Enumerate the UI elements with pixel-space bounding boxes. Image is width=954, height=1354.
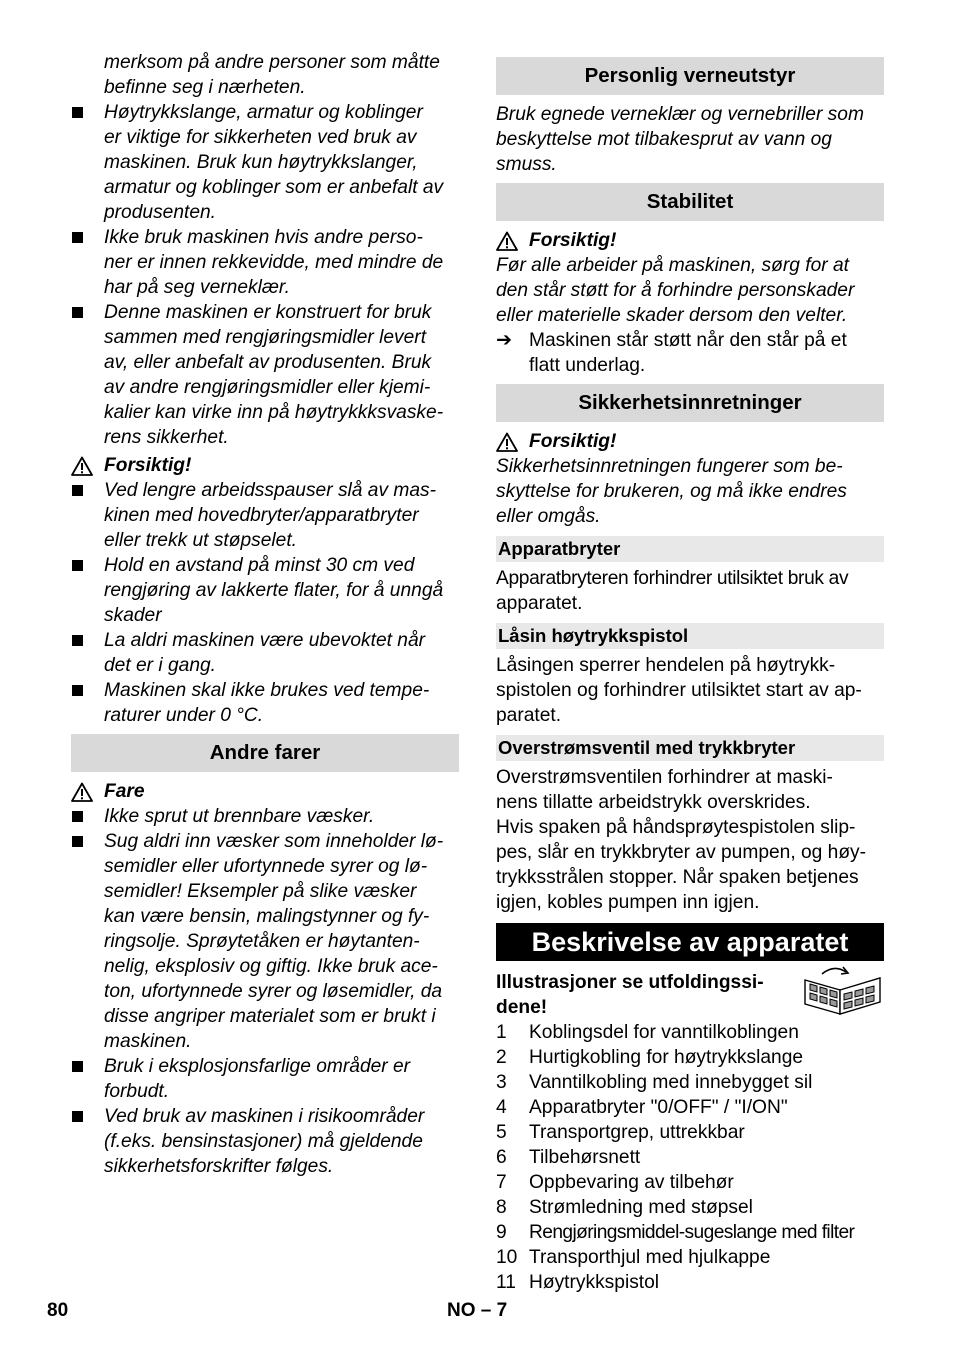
subheading-overflow-valve: Overstrømsventil med trykkbryter xyxy=(496,735,884,761)
warning-caution: Forsiktig! xyxy=(496,228,884,253)
list-item: 9 Rengjøringsmiddel-sugeslange med filter xyxy=(496,1222,855,1243)
warning-danger: Fare xyxy=(71,779,459,804)
warning-caution: Forsiktig! xyxy=(71,453,459,478)
list-item: Ikke sprut ut brennbare væsker. xyxy=(71,804,459,829)
list-item: Ved lengre arbeidsspauser slå av mas- kinen med hovedbryter/apparatbryter eller trekk ut støpselet. xyxy=(71,478,459,553)
overflow-valve-text: Overstrømsventilen forhindrer at maski- nens tillatte arbeidstrykk overskrides. Hvis spaken på håndsprøytespistolen slip- pes, slår en trykkbryter av pumpen, og høy- trykksstrålen stopper. Når spaken betjenes igjen, kobles pumpen inn igjen. xyxy=(496,767,867,913)
warning-triangle-icon xyxy=(71,782,93,802)
subheading-gun-lock: Låsin høytrykkspistol xyxy=(496,623,884,649)
safety-text: Sikkerhetsinnretningen fungerer som be- skyttelse for brukeren, og må ikke endres eller omgås. xyxy=(496,456,847,527)
gun-lock-text: Låsingen sperrer hendelen på høytrykk- spistolen og forhindrer utilsiktet start av ap- paratet. xyxy=(496,655,862,726)
list-item: 1 Koblingsdel for vanntilkoblingen xyxy=(496,1022,799,1043)
ppe-text: Bruk egnede verneklær og vernebriller som beskyttelse mot tilbakesprut av vann og smuss. xyxy=(496,104,864,175)
list-item: Maskinen skal ikke brukes ved tempe- raturer under 0 °C. xyxy=(71,678,459,728)
list-item: 11 Høytrykkspistol xyxy=(496,1272,660,1293)
subheading-device-switch: Apparatbryter xyxy=(496,536,884,562)
list-item: 8 Strømledning med støpsel xyxy=(496,1197,753,1218)
list-item: Ikke bruk maskinen hvis andre perso- ner er innen rekkevidde, med mindre de har på seg verneklær. xyxy=(71,225,459,300)
arrow-right-icon: ➔ xyxy=(496,330,513,351)
list-item: Sug aldri inn væsker som inneholder lø- semidler eller ufortynnede syrer og lø- semidler! Eksempler på slike væsker kan være bensin, malingstynner og fy- ringsolje. Sprøytetåken er høytanten- nelig, eksplosiv og giftig. Ikke bruk ace- ton, ufortynnede syrer og løsemidler, da disse angriper materialet som er brukt i maskinen. xyxy=(71,829,459,1054)
section-heading-other-hazards: Andre farer xyxy=(71,734,459,772)
foldout-book-icon xyxy=(802,964,884,1016)
section-heading-ppe: Personlig verneutstyr xyxy=(496,57,884,95)
illustration-note: Illustrasjoner se utfoldingssi- dene! xyxy=(496,970,884,1020)
list-item: 6 Tilbehørsnett xyxy=(496,1147,641,1168)
list-item: La aldri maskinen være ubevoktet når det er i gang. xyxy=(71,628,459,678)
list-item: Høytrykkslange, armatur og koblinger er viktige for sikkerheten ved bruk av maskinen. Bruk kun høytrykkslanger, armatur og koblinger som er anbefalt av produsenten. xyxy=(71,100,459,225)
list-item: Hold en avstand på minst 30 cm ved rengjøring av lakkerte flater, for å unngå skader xyxy=(71,553,459,628)
warning-triangle-icon xyxy=(496,432,518,452)
list-item: Denne maskinen er konstruert for bruk sammen med rengjøringsmidler levert av, eller anbefalt av produsenten. Bruk av andre rengjøringsmidler eller kjemi- kalier kan virke inn på høytrykkksvaske- rens sikkerhet. xyxy=(71,300,459,450)
list-item: 7 Oppbevaring av tilbehør xyxy=(496,1172,734,1193)
list-item: 10 Transporthjul med hjulkappe xyxy=(496,1247,771,1268)
page-number: 80 xyxy=(47,1300,69,1321)
right-column xyxy=(496,52,884,1295)
list-item: 2 Hurtigkobling for høytrykkslange xyxy=(496,1047,804,1068)
parts-list xyxy=(496,1020,884,1295)
device-switch-text: Apparatbryteren forhindrer utilsiktet bruk av apparatet. xyxy=(496,568,849,614)
warning-triangle-icon xyxy=(71,456,93,476)
page-code: NO – 7 xyxy=(447,1300,508,1321)
list-item: 3 Vanntilkobling med innebygget sil xyxy=(496,1072,813,1093)
list-item: 5 Transportgrep, uttrekkbar xyxy=(496,1122,745,1143)
list-item: Ved bruk av maskinen i risikoområder (f.eks. bensinstasjoner) må gjeldende sikkerhetsforskrifter følges. xyxy=(71,1104,459,1179)
section-heading-stability: Stabilitet xyxy=(496,183,884,221)
stability-text: Før alle arbeider på maskinen, sørg for at den står støtt for å forhindre personskader eller materielle skader dersom den velter. xyxy=(496,255,855,326)
list-item: Bruk i eksplosjonsfarlige områder er forbudt. xyxy=(71,1054,459,1104)
section-heading-safety-devices: Sikkerhetsinnretninger xyxy=(496,384,884,422)
result-note: ➔ Maskinen står støtt når den står på et flatt underlag. xyxy=(496,330,847,376)
warning-triangle-icon xyxy=(496,231,518,251)
warning-caution: Forsiktig! xyxy=(496,429,884,454)
list-item: 4 Apparatbryter "0/OFF" / "I/ON" xyxy=(496,1097,788,1118)
intro-text: merksom på andre personer som måtte befinne seg i nærheten. xyxy=(104,52,440,98)
left-column xyxy=(71,50,459,1179)
chapter-heading: Beskrivelse av apparatet xyxy=(496,923,884,961)
